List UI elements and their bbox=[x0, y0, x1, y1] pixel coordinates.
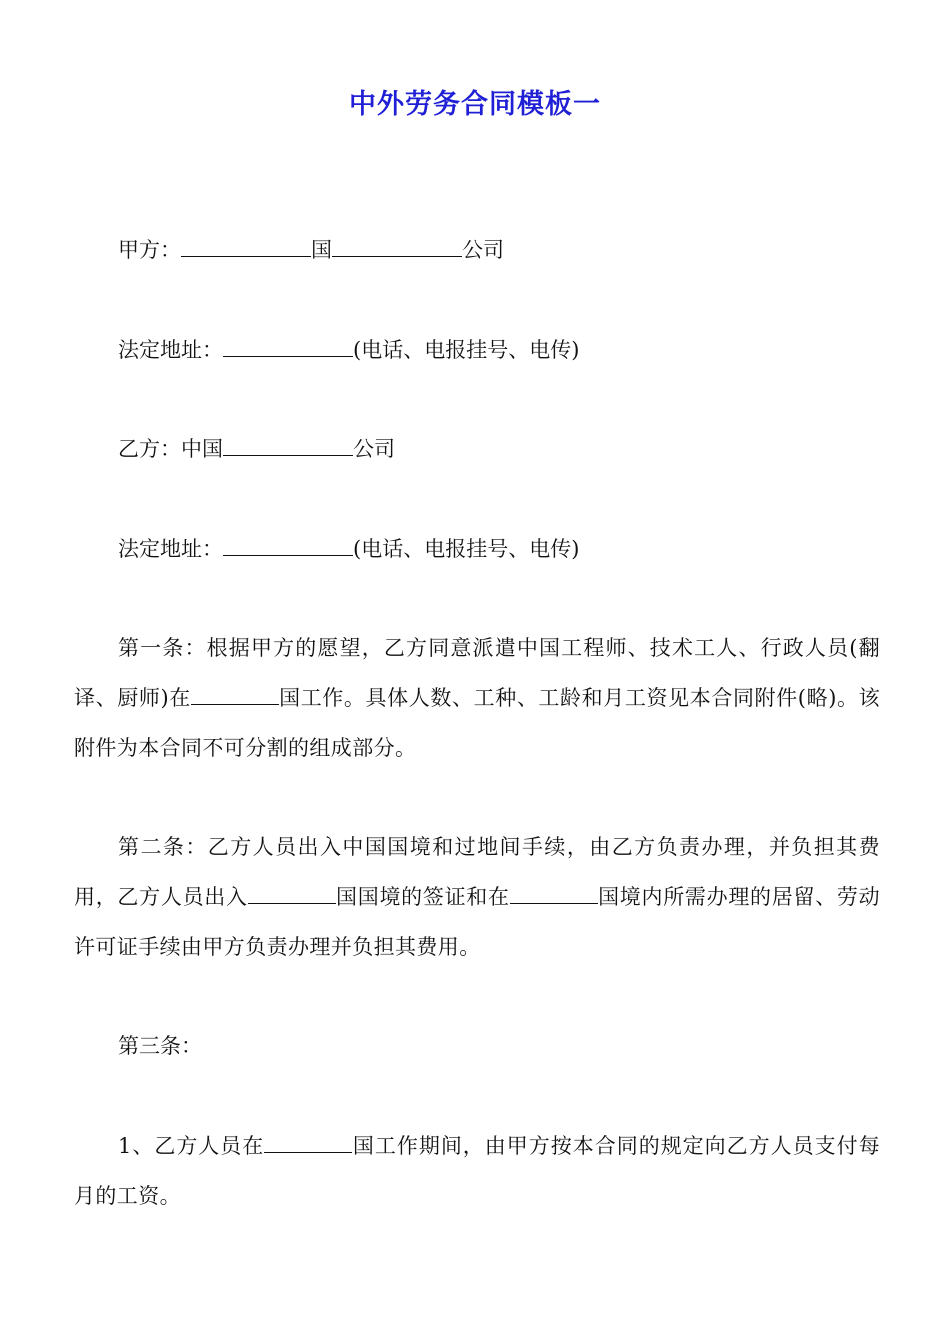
article-1-part2: 国工作。具体人数、工种、工龄和月工资见本合同附件(略)。该附件为本合同不可分割的组成部分。 bbox=[74, 686, 881, 760]
article-3-heading: 第三条： bbox=[118, 1034, 202, 1058]
party-a-line bbox=[118, 225, 504, 275]
party-a-company-suffix: 公司 bbox=[462, 238, 504, 262]
party-a-company-blank bbox=[332, 240, 462, 257]
article-2-part1: 第二条：乙方人员出入中国国境和过地间手续，由乙方负责办理，并负担其费用，乙方人员出入 bbox=[74, 835, 880, 909]
article-3-item-1 bbox=[74, 1121, 880, 1221]
article-1-country-blank bbox=[191, 688, 279, 705]
party-b-address-line bbox=[118, 524, 579, 574]
article-2 bbox=[74, 822, 880, 972]
article-2-country-blank-2 bbox=[510, 887, 598, 904]
article-2-part2: 国国境的签证和在 bbox=[335, 885, 510, 909]
party-b-address-label: 法定地址： bbox=[118, 537, 223, 561]
article-1-part1: 第一条：根据甲方的愿望，乙方同意派遣中国工程师、技术工人、行政人员(翻译、厨师)在 bbox=[74, 636, 880, 710]
document-title: 中外劳务合同模板一 bbox=[349, 89, 601, 120]
party-a-country-suffix: 国 bbox=[311, 238, 332, 262]
party-a-contact-note: (电话、电报挂号、电传) bbox=[353, 338, 580, 362]
article-3-item-1-part1: 1、乙方人员在 bbox=[118, 1134, 265, 1158]
party-b-contact-note: (电话、电报挂号、电传) bbox=[353, 537, 580, 561]
party-b-line bbox=[118, 424, 395, 474]
party-a-address-label: 法定地址： bbox=[118, 338, 223, 362]
party-b-label: 乙方：中国 bbox=[118, 437, 223, 461]
article-3-country-blank bbox=[264, 1136, 352, 1153]
article-3-item-1-part2: 国工作期间，由甲方按本合同的规定向乙方人员支付每月的工资。 bbox=[74, 1134, 880, 1208]
article-2-country-blank-1 bbox=[248, 887, 336, 904]
party-b-company-suffix: 公司 bbox=[353, 437, 395, 461]
article-2-part3: 国境内所需办理的居留、劳动许可证手续由甲方负责办理并负担其费用。 bbox=[74, 885, 881, 959]
party-a-country-blank bbox=[181, 240, 311, 257]
party-b-address-blank bbox=[223, 539, 353, 556]
article-1 bbox=[74, 623, 880, 773]
party-a-address-blank bbox=[223, 340, 353, 357]
party-b-company-blank bbox=[223, 439, 353, 456]
party-a-address-line bbox=[118, 325, 579, 375]
party-a-label: 甲方： bbox=[118, 238, 181, 262]
